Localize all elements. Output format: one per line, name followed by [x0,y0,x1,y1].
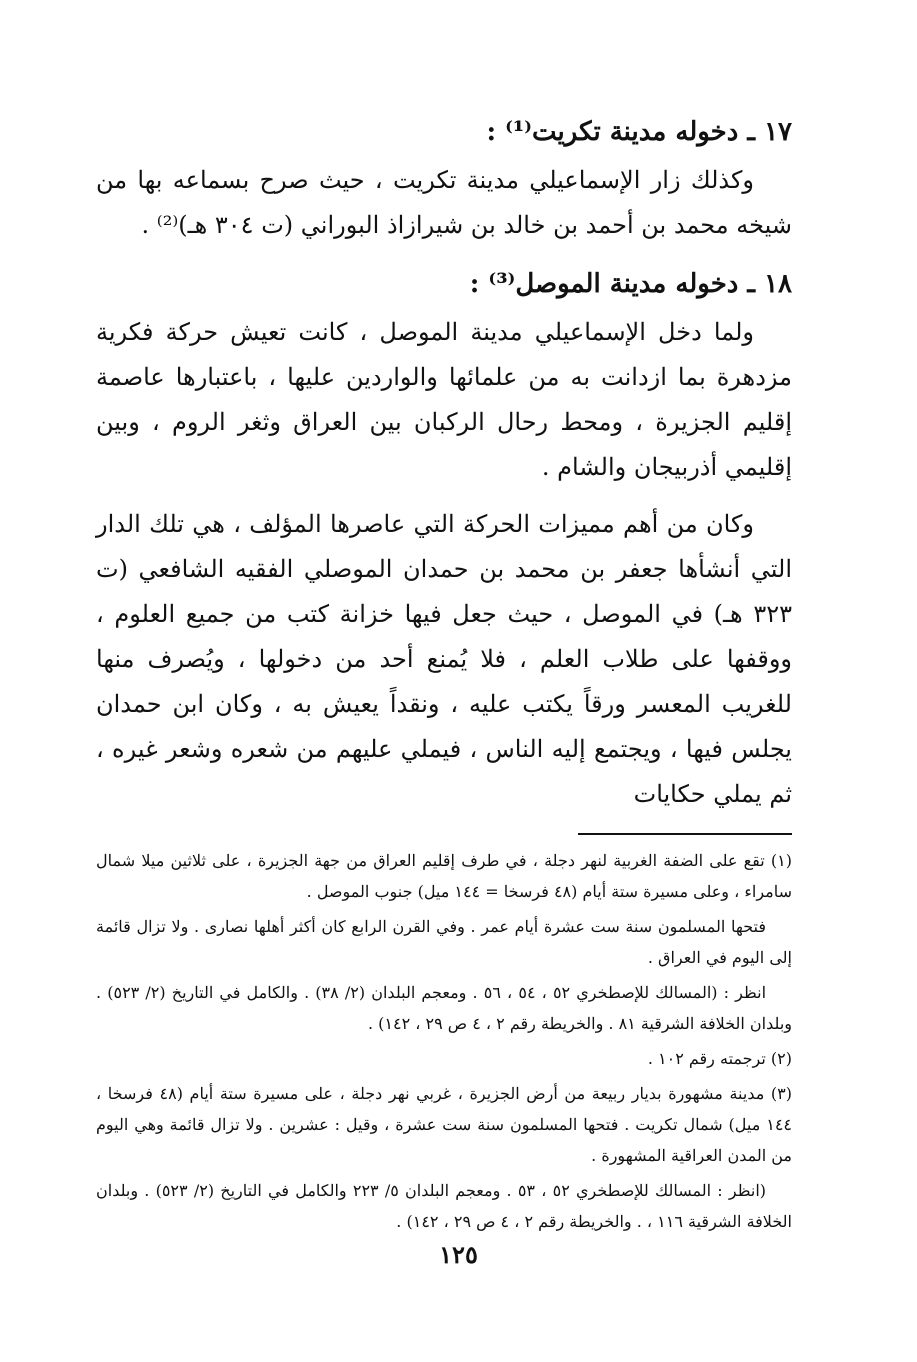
body-paragraph: ولما دخل الإسماعيلي مدينة الموصل ، كانت تعيش حركة فكرية مزدهرة بما ازدانت به من علمائها والواردين عليها ، باعتبارها عاصمة إقليم الجزيرة ، ومحط رحال الركبان بين العراق وثغر الروم ، وبين إقليمي أذربيجان والشام . [96,318,792,481]
footnote-separator-wrap [96,833,792,835]
footnotes [96,845,792,1237]
section-heading: ١٨ ـ دخوله مدينة الموصل⁽³⁾ : [469,269,792,299]
footnote-continuation: فتحها المسلمون سنة ست عشرة أيام عمر . وفي القرن الرابع كان أكثر أهلها نصارى . ولا تزال قائمة إلى اليوم في العراق . [96,917,792,967]
footnote-continuation: انظر : (المسالك للإصطخري ٥٢ ، ٥٤ ، ٥٦ . ومعجم البلدان (٢/ ٣٨) . والكامل في التاريخ (٢/ ٥٢٣) . وبلدان الخلافة الشرقية ٨١ . والخريطة رقم ٢ ، ٤ ص ٢٩ ، ١٤٢) . [96,983,792,1033]
section-heading: ١٧ ـ دخوله مدينة تكريت⁽¹⁾ : [486,117,792,147]
page-number: ١٢٥ [439,1240,478,1269]
footnote: (٣) مدينة مشهورة بديار ربيعة من أرض الجزيرة ، غربي نهر دجلة ، على مسيرة ستة أيام (٤٨ فرسخا ، ١٤٤ ميل) شمال تكريت . فتحها المسلمون سنة ست عشرة ، وقيل : عشرين . ولا تزال قائمة وهي اليوم من المدن العراقية المشهورة . [96,1084,793,1165]
section-tikrit [96,112,792,248]
section-mosul [96,264,792,817]
body-paragraph: وكذلك زار الإسماعيلي مدينة تكريت ، حيث صرح بسماعه بها من شيخه محمد بن أحمد بن خالد بن شيرازاذ البوراني (ت ٣٠٤ هـ)⁽²⁾ . [96,166,792,239]
footnote-separator [578,833,792,835]
footnote-continuation: (انظر : المسالك للإصطخري ٥٢ ، ٥٣ . ومعجم البلدان ٥/ ٢٢٣ والكامل في التاريخ (٢/ ٥٢٣) . وبلدان الخلافة الشرقية ١١٦ ، . والخريطة رقم ٢ ، ٤ ص ٢٩ ، ١٤٢) . [96,1181,792,1231]
body-paragraph: وكان من أهم مميزات الحركة التي عاصرها المؤلف ، هي تلك الدار التي أنشأها جعفر بن محمد بن حمدان الموصلي الفقيه الشافعي (ت ٣٢٣ هـ) في الموصل ، حيث جعل فيها خزانة كتب من جميع العلوم ، ووقفها على طلاب العلم ، فلا يُمنع أحد من دخولها ، ويُصرف منها للغريب المعسر ورقاً يكتب عليه ، ونقداً يعيش به ، وكان ابن حمدان يجلس فيها ، ويجتمع إليه الناس ، فيملي عليهم من شعره وشعر غيره ، ثم يملي حكايات [96,510,793,808]
footnote: (٢) ترجمته رقم ١٠٢ . [647,1049,792,1068]
footnote: (١) تقع على الضفة الغربية لنهر دجلة ، في طرف إقليم العراق من جهة الجزيرة ، على ثلاثين ميلا شمال سامراء ، وعلى مسيرة ستة أيام (٤٨ فرسخا = ١٤٤ ميل) جنوب الموصل . [96,851,792,901]
